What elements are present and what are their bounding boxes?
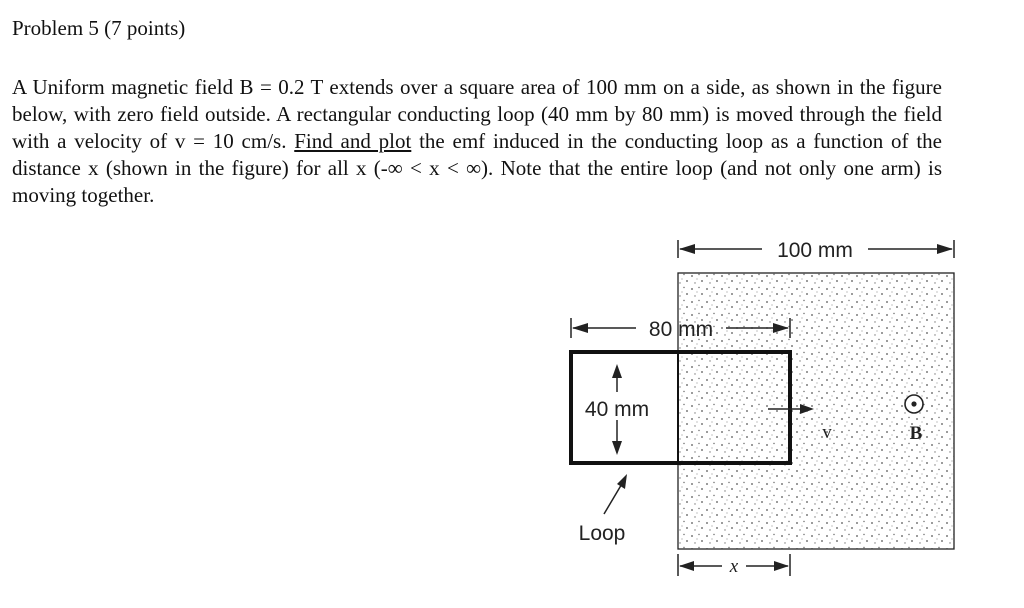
velocity-label: v [822,422,832,443]
loop-pointer-arrow [604,474,627,514]
loop-length-label: 80 mm [648,318,714,341]
field-label: B [909,423,923,444]
statement-emphasis: Find and plot [294,129,412,153]
statement-part-1: A Uniform magnetic field B = 0.2 T extends over a square area of 100 mm on a side, as shown in the figure below, with zero field outside. A rectangular conducting loop (40 mm by 80 mm) is moved through the field with a velocity of v = 10 cm/s. [12,75,942,153]
problem-title: Problem 5 (7 points) [12,16,186,40]
loop-height-label: 40 mm [584,398,650,421]
loop-label: Loop [578,522,626,545]
distance-label: x [729,556,739,577]
statement-part-2: the emf induced in the conducting loop as a function of the distance x (shown in the figure) for all x (-∞ < x < ∞). Note that the entire loop (and not only one arm) is moving together. [12,129,942,207]
field-width-label: 100 mm [777,239,853,262]
field-out-of-page-icon [905,395,923,413]
